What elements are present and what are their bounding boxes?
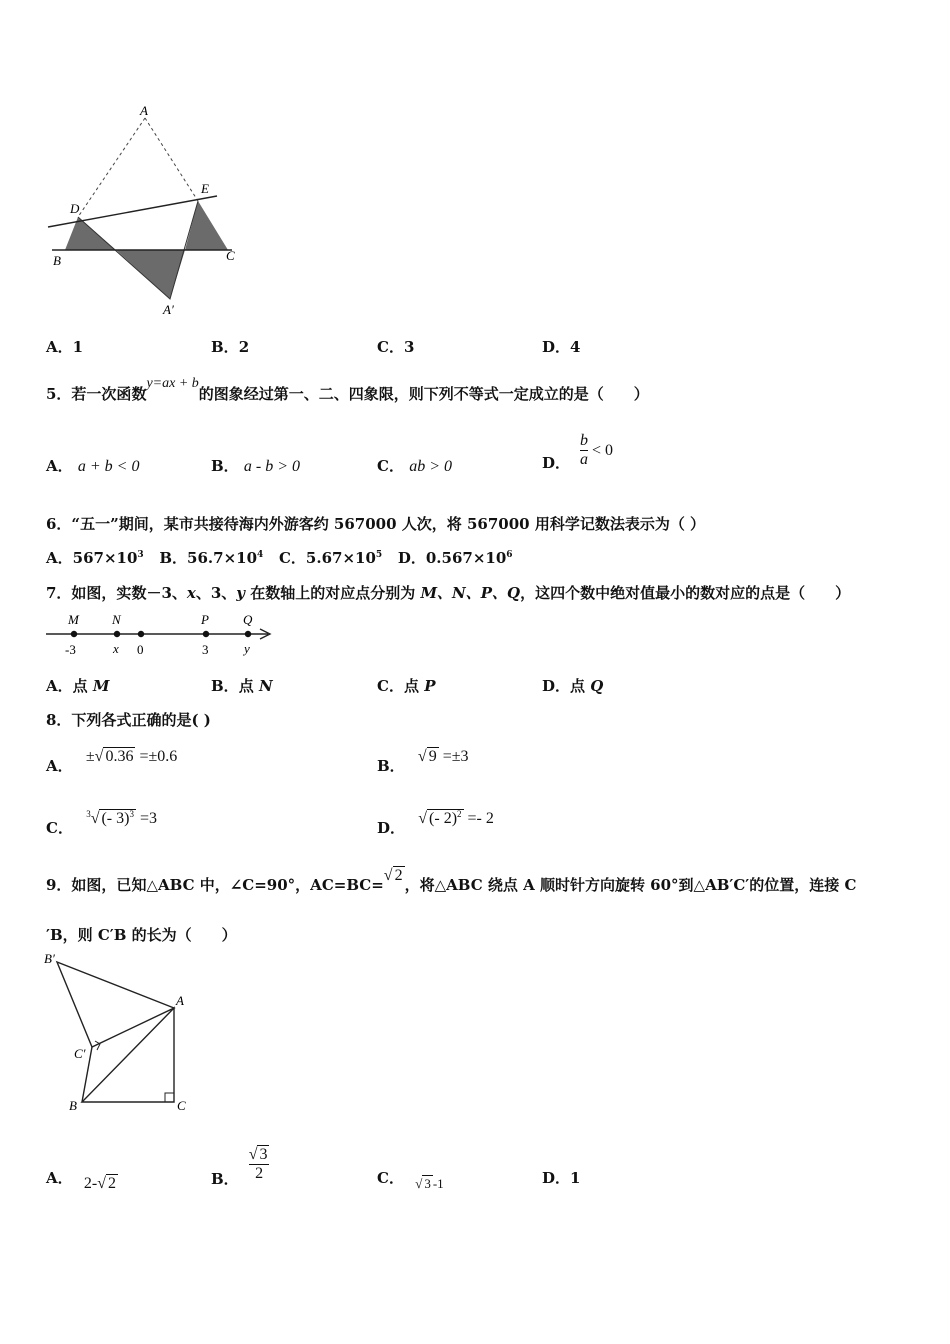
- q8-d-expr: √ (- 2)$^2$ =- 2: [418, 809, 494, 827]
- q9-c-expr: √ 3 -1: [415, 1176, 444, 1191]
- q9-option-b[interactable]: B． $\frac{√ 3}{2}$: [211, 1145, 268, 1188]
- q9-stem-line2: ′B，则 C′B 的长为（ ）: [46, 926, 237, 944]
- q7-tick-y: y: [244, 641, 250, 656]
- q4-option-c[interactable]: C．3: [377, 338, 415, 356]
- q4-label-e: E: [201, 181, 209, 196]
- q9-label-b: B: [69, 1098, 77, 1113]
- q4-option-b[interactable]: B．2: [211, 338, 250, 356]
- q7-number-line: [40, 608, 280, 660]
- q9-option-c[interactable]: C． √ 3 -1: [377, 1169, 444, 1191]
- q7-option-d[interactable]: D．点 Q: [542, 677, 604, 695]
- q9-b-fraction: $\frac{√ 3}{2}$: [248, 1145, 268, 1182]
- q9-figure: [40, 950, 200, 1120]
- q7-point-zero: [138, 631, 144, 637]
- q7-tick-3: 3: [202, 642, 209, 657]
- q9-segment-bbp: [57, 962, 82, 1102]
- q9-right-angle-c: [165, 1093, 174, 1102]
- q6-stem: 6．“五一”期间，某市共接待海内外游客约 567000 人次，将 567000 用科学记数法表示为（ ）: [46, 515, 706, 533]
- q7-point-m: [71, 631, 77, 637]
- q7-option-b[interactable]: B．点 N: [211, 677, 273, 695]
- q5-stem: 5．若一次函数y=ax + b的图象经过第一、二、四象限，则下列不等式一定成立的是（ ）: [46, 376, 649, 403]
- q5-function: y=ax + b: [146, 376, 199, 391]
- q6-options: [46, 547, 513, 568]
- q8-option-b[interactable]: B． √ 9 =±3: [377, 748, 469, 775]
- q7-option-a[interactable]: A．点 M: [46, 677, 110, 695]
- q7-tick-zero: 0: [137, 642, 144, 657]
- q4-shaded-middle: [116, 250, 185, 299]
- q5-option-c[interactable]: C． ab > 0: [377, 457, 452, 475]
- q5-option-a[interactable]: A． a + b < 0: [46, 457, 140, 475]
- q8-b-expr: √ 9 =±3: [417, 748, 469, 765]
- q9-a-expr: 2-√ 2: [83, 1175, 116, 1192]
- q4-option-a[interactable]: A．1: [46, 338, 84, 356]
- q4-label-c: C: [226, 248, 235, 263]
- q9-triangle-abpcp: [57, 962, 174, 1047]
- q7-point-p: [203, 631, 209, 637]
- q6-option-b[interactable]: B．$56.7\times 10^4$: [159, 549, 264, 567]
- q8-stem: 8．下列各式正确的是( ): [46, 711, 211, 729]
- q7-label-n: N: [112, 612, 121, 627]
- q4-label-b: B: [53, 253, 61, 268]
- q8-option-a[interactable]: A． ±√ 0.36 =±0.6: [46, 748, 178, 775]
- q7-tick-x: x: [113, 641, 119, 656]
- q5-option-b[interactable]: B． a - b > 0: [211, 457, 301, 475]
- q5-option-d[interactable]: D． $\frac{b}{a}$ < 0: [542, 431, 614, 472]
- q4-label-a-prime: A′: [163, 302, 174, 317]
- q9-label-bp: B′: [44, 951, 55, 966]
- q9-label-a: A: [176, 993, 184, 1008]
- q7-point-q: [245, 631, 251, 637]
- q4-label-d: D: [70, 201, 80, 216]
- q4-figure: [40, 100, 260, 325]
- q7-label-m: M: [68, 612, 79, 627]
- q9-triangle-abc: [82, 1008, 174, 1102]
- q9-option-d[interactable]: D．1: [542, 1169, 581, 1187]
- q6-option-d[interactable]: D．$0.567\times 10^6$: [397, 549, 513, 567]
- q7-point-n: [114, 631, 120, 637]
- q7-tick-minus3: -3: [65, 642, 76, 657]
- q8-option-d[interactable]: D． √ (- 2)$^2$ =- 2: [377, 809, 494, 837]
- q6-option-a[interactable]: A．$567\times 10^3$: [46, 549, 144, 567]
- q9-label-cp: C′: [74, 1046, 86, 1061]
- q4-label-a: A: [140, 103, 148, 118]
- q9-radical: √ 2: [383, 867, 403, 884]
- q7-label-q: Q: [243, 612, 253, 627]
- q8-option-c[interactable]: C． $^3$√ (- 3)$^3$ =3: [46, 809, 157, 837]
- q4-dashed-ad: [78, 118, 145, 217]
- q8-c-expr: $^3$√ (- 3)$^3$ =3: [86, 809, 157, 827]
- q7-label-p: P: [201, 612, 209, 627]
- q6-option-c[interactable]: C．$5.67\times 10^5$: [278, 549, 383, 567]
- q4-dashed-ae: [145, 118, 198, 201]
- q5-fraction: $\frac{b}{a}$: [580, 431, 589, 468]
- q9-stem: 9．如图，已知△ABC 中，∠C=90°，AC=BC=√ 2，将△ABC 绕点 A 顺时针方向旋转 60°到△AB′C′的位置，连接 C: [46, 867, 857, 894]
- q8-a-expr: ±√ 0.36 =±0.6: [85, 748, 178, 765]
- q7-option-c[interactable]: C．点 P: [377, 677, 436, 695]
- q7-stem: 7．如图，实数－3、x、3、y 在数轴上的对应点分别为 M、N、P、Q，这四个数中绝对值最小的数对应的点是（ ）: [46, 584, 851, 602]
- q4-option-d[interactable]: D．4: [542, 338, 581, 356]
- q9-label-c: C: [177, 1098, 186, 1113]
- q9-option-a[interactable]: A． 2-√ 2: [46, 1169, 116, 1192]
